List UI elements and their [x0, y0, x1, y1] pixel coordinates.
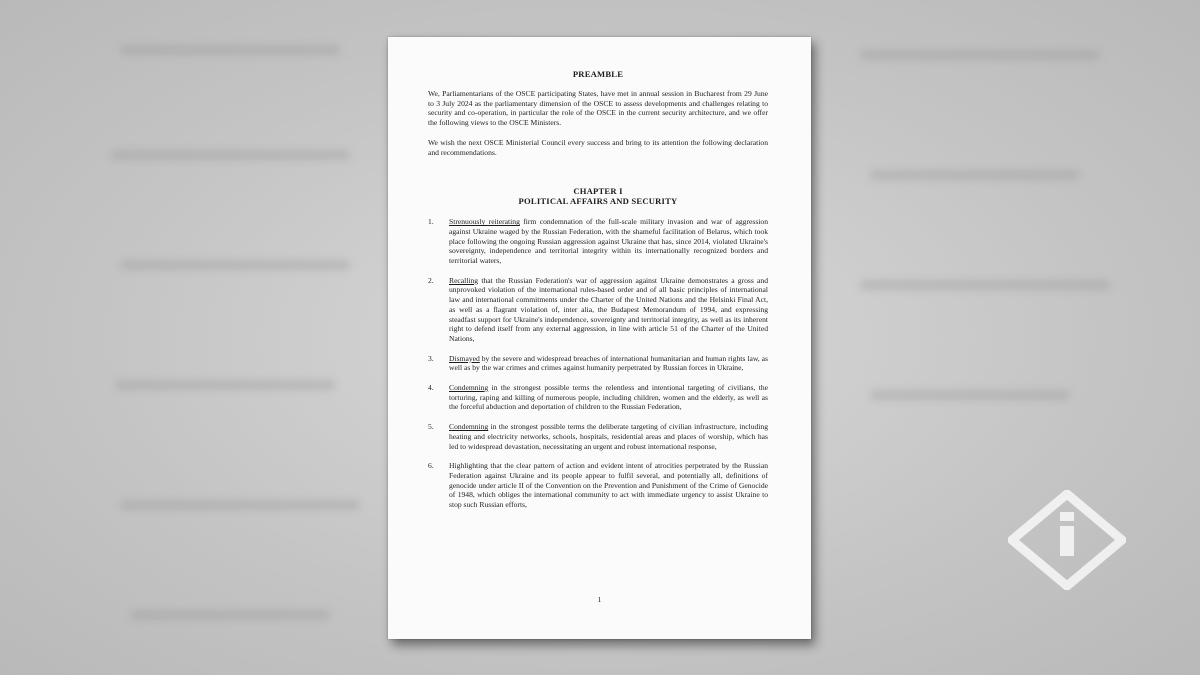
list-item — [428, 422, 768, 451]
page-number: 1 — [597, 595, 602, 604]
item-text: by the severe and widespread breaches of international humanitarian and human rights law, as well as by the war crimes and crimes against humanity perpetrated by Russian forces in Ukraine, — [449, 353, 768, 373]
item-lead: Condemning — [449, 383, 489, 393]
list-item — [428, 354, 768, 373]
blurred-text-line — [115, 380, 335, 390]
preamble-paragraph-1: We, Parliamentarians of the OSCE participating States, have met in annual session in Bucharest from 29 June to 3 July 2024 as the parliamentary dimension of the OSCE to assess developments and challenges relating to security and co-operation, in particular the role of the OSCE in the current security architecture, and we offer the following views to the OSCE Ministers. — [428, 89, 768, 128]
item-lead: Condemning — [449, 422, 489, 432]
blurred-text-line — [870, 170, 1080, 180]
blurred-text-line — [120, 45, 340, 55]
blurred-text-line — [130, 610, 330, 620]
blurred-text-line — [120, 500, 360, 510]
preamble-title: PREAMBLE — [572, 69, 624, 79]
item-text: firm condemnation of the full-scale military invasion and war of aggression against Ukraine waged by the Russian Federation, with the shameful facilitation of Belarus, which took place following the ongoing Russian aggression against Ukraine that has, since 2014, violated Ukraine's sovereignty, independence and territorial integrity within its internationally recognized borders and territorial waters, — [449, 217, 768, 266]
list-item — [428, 276, 768, 344]
preamble-paragraph-2: We wish the next OSCE Ministerial Council every success and bring to its attention the following declaration and recommendations. — [428, 137, 768, 157]
item-lead: Recalling — [449, 275, 479, 285]
item-lead: Dismayed — [449, 353, 480, 363]
item-lead: Highlighting — [449, 461, 488, 471]
channel-logo-icon — [1008, 490, 1126, 590]
list-item — [428, 217, 768, 266]
document-page — [388, 37, 811, 639]
list-item — [428, 383, 768, 412]
item-number: 1. — [428, 217, 434, 227]
item-text: in the strongest possible terms the deliberate targeting of civilian infrastructure, including heating and electricity networks, schools, hospitals, residential areas and places of worship, which has led to widespread devastation, necessitating an urgent and robust international response, — [449, 422, 768, 451]
item-number: 5. — [428, 422, 434, 432]
item-number: 4. — [428, 383, 434, 393]
blurred-text-line — [860, 280, 1110, 290]
chapter-title: CHAPTER I — [573, 186, 623, 197]
item-text: in the strongest possible terms the relentless and intentional targeting of civilians, the torturing, raping and killing of numerous people, including children, women and the elderly, as well as the forceful abduction and deportation of children to the Russian Federation, — [449, 383, 768, 412]
item-text: that the Russian Federation's war of aggression against Ukraine demonstrates a gross and unprovoked violation of the international rules-based order and of all basic principles of international law and international commitments under the Charter of the United Nations and the Helsinki Final Act, as well as a flagrant violation of, inter alia, the Budapest Memorandum of 1994, and expressing steadfast support for Ukraine's independence, sovereignty and territorial integrity, as well as its inherent right to defend itself from any external aggression, in line with article 51 of the Charter of the United Nations, — [449, 275, 768, 343]
item-number: 2. — [428, 275, 434, 285]
blurred-text-line — [110, 150, 350, 160]
chapter-subtitle: POLITICAL AFFAIRS AND SECURITY — [518, 196, 678, 207]
document-content — [428, 69, 768, 510]
item-lead: Strenuously reiterating — [449, 217, 520, 227]
item-text: that the clear pattern of action and evident intent of atrocities perpetrated by the Russian Federation against Ukraine and its people appear to fulfil several, and potentially all, definitions of genocide under article II of the Convention on the Prevention and Punishment of the Crime of Genocide of 1948, which obliges the international community to act with immediate urgency to assist Ukraine to stop such Russian efforts, — [449, 461, 768, 510]
blurred-text-line — [860, 50, 1100, 60]
item-number: 3. — [428, 353, 434, 363]
list-item — [428, 461, 768, 510]
item-number: 6. — [428, 461, 434, 471]
blurred-text-line — [120, 260, 350, 270]
blurred-text-line — [870, 390, 1070, 400]
